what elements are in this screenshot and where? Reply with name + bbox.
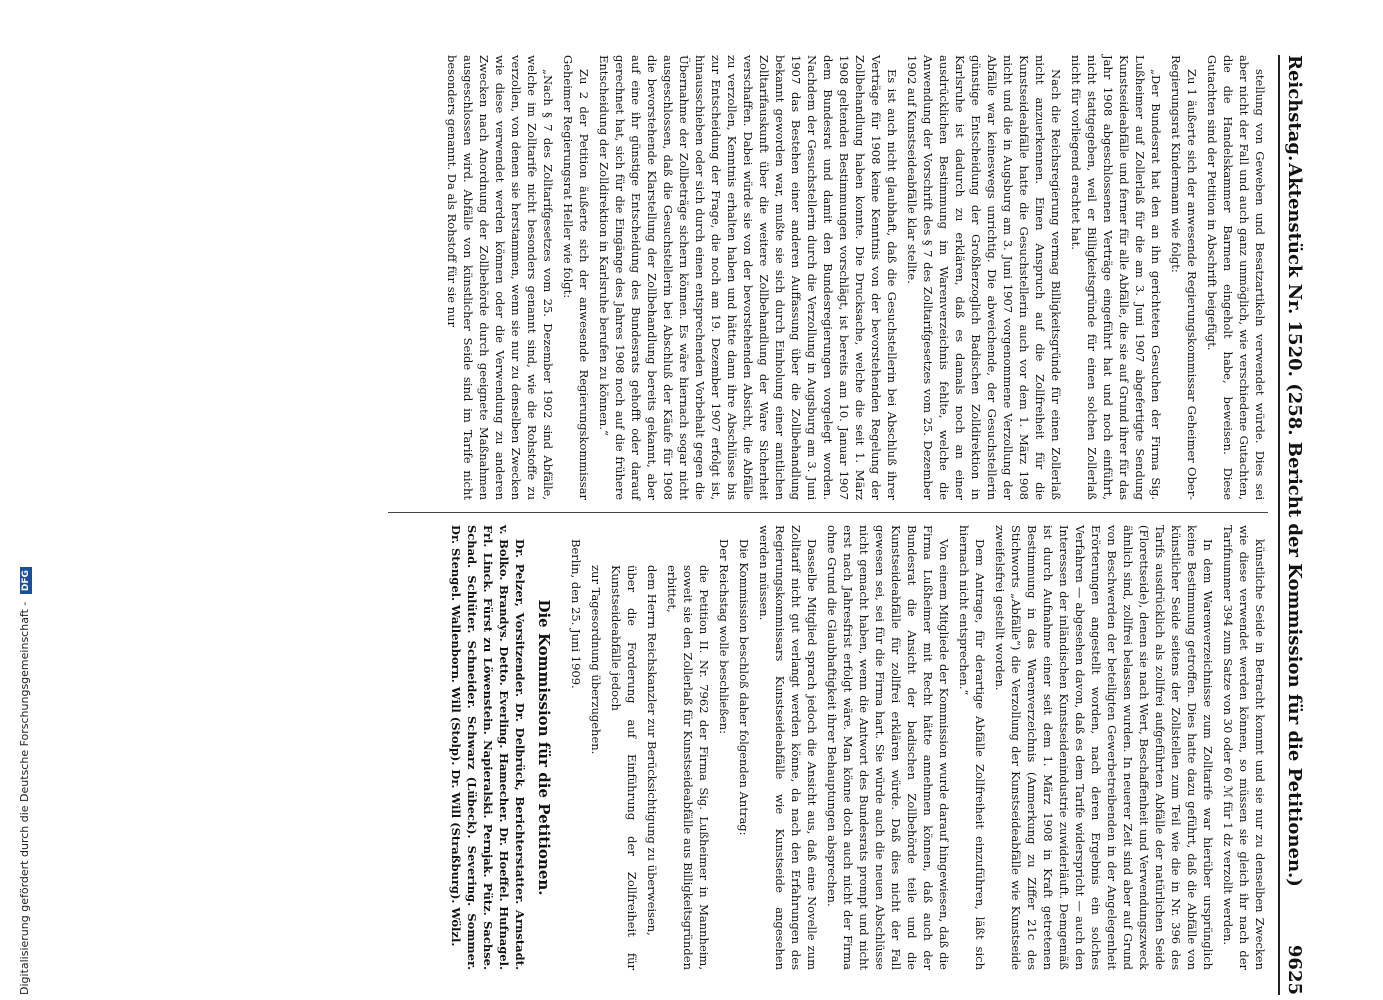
header-center: [1285, 55, 1306, 995]
page-number: 9625: [1284, 944, 1306, 995]
column-left: [440, 55, 1268, 500]
document-page: [10, 55, 1310, 995]
paragraph: Nach die Reichsregierung vermag Billigkeitsgründe für einen Zollerlaß nicht anzuerkennen. Einen Anspruch auf die Zollfreiheit für die Kunstseideabfälle hatte die Gesuchstellerin auch vor dem 1. März 1908 nicht und die in Augsburg am 3. Juni 1907 vorgenommene Verzollung der Abfälle war keineswegs unrichtig. Die abweichende, der Gesuchstellerin günstige Entscheidung der Großherzoglich Badischen Zolldirektion in Karlsruhe ist dadurch zu erklären, daß es damals noch an einer ausdrücklichen Bestimmung im Warenverzeichnis fehlte, welche die Anwendung der Vorschrift des § 7 des Zolltarifgesetzes vom 25. Dezember 1902 auf Kunstseideabfälle klar stellte.: [905, 55, 1063, 500]
paragraph: In dem Warenverzeichnisse zum Zolltarife war hierüber ursprünglich keine Bestimmung getroffen. Dies hatte dazu geführt, daß die Abfälle von künstlicher Seide seitens der Zollstellen zum Teil wie die in Nr. 396 des Tarifs ausdrücklich als zollfrei aufgeführten Abfälle der natürlichen Seide (Florettseide), denen sie nach Wert, Beschaffenheit und Verwendungszweck ähnlich sind, zollfrei belassen wurden. In neuerer Zeit sind aber auf Grund von Beschwerden der beteiligten Gewerbetreibenden in der Angelegenheit Erörterungen angestellt worden, nach deren Ergebnis ein solches Verfahren — abgesehen davon, daß es dem Tarife widerspricht — auch den Interessen der inländischen Kunstseidenindustrie zuwiderläuft. Demgemäß ist durch Aufnahme einer seit dem 1. März 1908 in Kraft getretenen Bestimmung in das Warenverzeichnis (Anmerkung zu Ziffer 21c des Stichworts „Abfälle“) die Verzollung der Kunstseideabfälle wie Kunstseide zweifelsfrei gestellt worden.: [993, 525, 1215, 970]
paragraph: Von einem Mitgliede der Kommission wurde darauf hingewiesen, daß die Firma Lußheimer mit Recht hätte annehmen können, daß auch der Bundesrat die Ansicht der badischen Zollbehörde teile und die Kunstseideabfälle für zollfrei erklären würde. Daß dies nicht der Fall gewesen sei, sei für die Firma hart. Sie würde auch die neuen Abschlüsse nicht gemacht haben, wenn die Antwort des Bundesrats prompt und nicht erst nach Jahresfrist erfolgt wäre. Man könne doch auch nicht der Firma ohne Grund die Glaubhaftigkeit ihrer Behauptungen absprechen.: [825, 525, 951, 970]
paragraph: „Der Bundesrat hat den an ihn gerichteten Gesuchen der Firma Sig. Lußheimer auf Zollerlaß für die am 3. Juni 1907 abgefertigte Sendung Kunstseideabfälle und ferner für alle Abfälle, die sie auf Grund ihrer für das Jahr 1908 abgeschlossenen Verträge eingeführt hat und noch einführt, nicht stattgegeben, weil er Billigkeitsgründe für einen solchen Zollerlaß nicht für vorliegend erachtet hat.: [1069, 55, 1163, 500]
paragraph: stellung von Geweben und Besatzartikeln verwendet würde. Dies sei aber nicht der Fall und auch ganz unmöglich, wie verschiedene Gutachten, die die Handelskammer Barmen eingeholt habe, beweisen. Diese Gutachten sind der Petition in Abschrift beigefügt.: [1205, 55, 1267, 500]
paragraph: Es ist auch nicht glaubhaft, daß die Gesuchstellerin bei Abschluß ihrer Verträge für 1908 keine Kenntnis von der bevorstehenden Regelung der Zollbehandlung haben konnte. Die Drucksache, welche die seit 1. März 1908 geltenden Bestimmungen vorschlägt, ist bereits am 10. Januar 1907 dem Bundesrat und damit den Bundesregierungen vorgelegt worden. Nachdem der Gesuchstellerin durch die Verzollung in Augsburg am 3. Juni 1907 das Bestehen einer anderen Auffassung über die Zollbehandlung bekannt geworden war, mußte sie sich durch Einholung einer amtlichen Zolltarifauskunft über die weitere Zollbehandlung der Ware Sicherheit verschaffen. Dabei würde sie von der bevorstehenden Absicht, die Abfälle zu verzollen, Kenntnis erhalten haben und hätte dann ihre Abschlüsse bis zur Entscheidung der Frage, die noch am 19. Dezember 1907 erfolgt ist, hinausschieben oder sich durch einen entsprechenden Vorbehalt gegen die Übernahme der Zollbeträge sichern können. Es wäre hiernach sogar nicht ausgeschlossen, daß die Gesuchstellerin bei Abschluß der Käufe für 1908 die bevorstehende Klarstellung der Zollbehandlung bereits gekannt, aber auf eine ihr günstige Entscheidung des Bundesrats gehofft oder darauf gerechnet hat, sich für die Eingänge des Jahres 1908 noch auf die frühere Entscheidung der Zolldirektion in Karlsruhe berufen zu können.“: [597, 55, 899, 500]
motion-line: zur Tagesordnung überzugehen.: [589, 565, 603, 755]
paragraph: Zu 2 der Petition äußerte sich der anwesende Regierungskommissar Geheimer Regierungsrat Heller wie folgt:: [561, 55, 591, 500]
digitization-credit: [18, 567, 32, 995]
signature-list: Dr. Pelzer, Vorsitzender. Dr. Delbrück, Berichterstatter. Arnstadt. v. Bolko. Brandys. Detto. Everling. Hamecher. Dr. Hoeffel. Hufnagel. Frl. Linck. Fürst zu Löwenstein. Napieralski. Pernjak. Pütz. Sachse. Schad. Schlüter. Schneider. Schwarz (Lübeck). Severing. Sommer. Dr. Stengel. Wallenborn. Will (Stolp). Dr. Will (Straßburg). Wölzl.: [449, 525, 527, 970]
paragraph: „Nach § 7 des Zolltarifgesetzes vom 25. Dezember 1902 sind Abfälle, welche im Zolltarife nicht besonders genannt sind, wie die Rohstoffe zu verzollen, von denen sie herstammen, wenn sie nur zu denselben Zwecken wie diese verwendet werden können oder die Verwendung zu anderen Zwecken nach Anordnung der Zollbehörde durch geeignete Maßnahmen ausgeschlossen wird. Abfälle von künstlicher Seide sind im Tarife nicht besonders genannt. Da als Rohstoff für sie nur: [445, 55, 555, 500]
motion-line: über die Forderung auf Einführung der Zollfreiheit für Kunstseideabfälle jedoch: [609, 565, 639, 970]
date-line: Berlin, den 25. Juni 1909.: [569, 539, 583, 689]
dfg-logo: DFG: [20, 567, 32, 594]
credit-text: Digitalisierung gefördert durch die Deutsche Forschungsgemeinschaft -: [18, 601, 31, 995]
signature-title: Die Kommission für die Petitionen.: [535, 599, 553, 896]
paragraph: künstliche Seide in Betracht kommt und sie nur zu denselben Zwecken wie diese verwendet werden können, so müssen sie gleich ihr nach der Tarifnummer 394 zum Satze von 30 oder 60 ℳ für 1 dz verzollt werden.: [1221, 525, 1267, 970]
header-title: Aktenstück Nr. 1520.: [1284, 163, 1306, 377]
motion-line: dem Herrn Reichskanzler zur Berücksichtigung zu überweisen,: [645, 565, 659, 936]
header-subtitle: (258. Bericht der Kommission für die Petitionen.): [1284, 383, 1306, 887]
paragraph: Zu 1 äußerte sich der anwesende Regierungskommissar Geheimer Ober-Regierungsrat Kindermann wie folgt:: [1169, 55, 1199, 500]
column-right: [444, 525, 1268, 970]
paragraph: Dasselbe Mitglied sprach jedoch die Ansicht aus, daß eine Novelle zum Zolltarif nicht gut verlangt werden könne, da nach den Erfahrungen des Regierungskommissars Kunstseideabfälle wie Kunstseide angesehen werden müssen.: [757, 525, 819, 970]
motion-text: die Petition II. Nr. 7962 der Firma Sig. Lußheimer in Mannheim, soweit sie den Zollerlaß für Kunstseideabfälle aus Billigkeitsgründen erbittet,: [665, 565, 711, 970]
motion-intro: Der Reichstag wolle beschließen:: [717, 539, 731, 734]
page-header: [1278, 55, 1310, 995]
column-divider: [388, 512, 1268, 513]
paragraph: Dem Antrage, für derartige Abfälle Zollfreiheit einzuführen, läßt sich hiernach nicht entsprechen.“: [957, 525, 987, 970]
header-left: Reichstag.: [1284, 55, 1306, 162]
paragraph: Die Kommission beschloß daher folgenden Antrag:: [737, 539, 751, 836]
